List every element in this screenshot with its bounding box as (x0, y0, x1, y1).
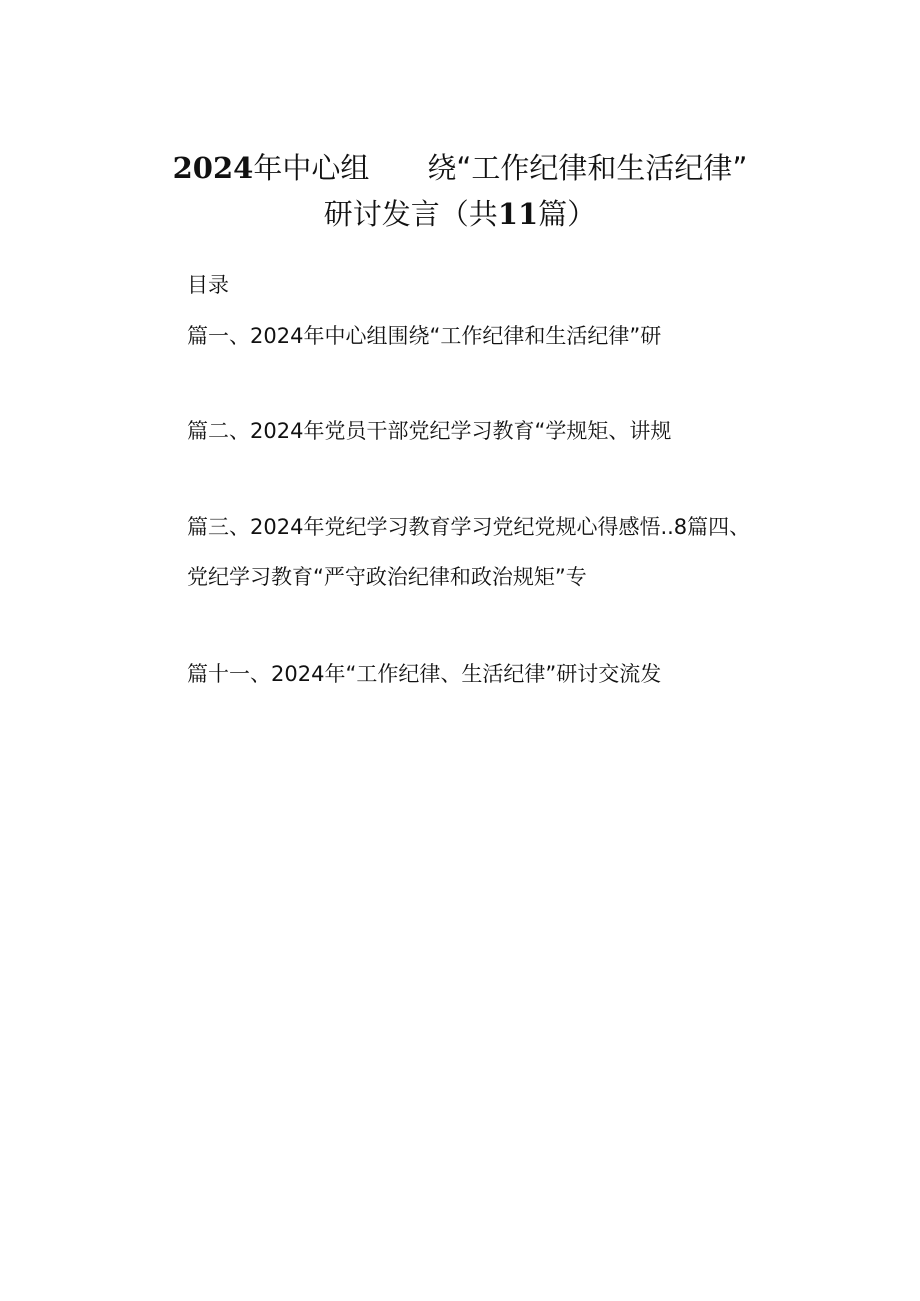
document-title-line-1 (0, 150, 920, 186)
title-text-a: 年中心组 (253, 151, 370, 185)
toc-entry[interactable]: 党纪学习教育“严守政治纪律和政治规矩”专 (187, 565, 587, 589)
document-title-line-2 (0, 196, 920, 232)
title-count: 11 (497, 197, 539, 231)
toc-entry[interactable]: 篇三、2024年党纪学习教育学习党纪党规心得感悟..8篇四、 (187, 515, 751, 539)
toc-entry[interactable]: 篇二、2024年党员干部党纪学习教育“学规矩、讲规 (187, 419, 672, 443)
title-text-b: 绕“工作纪律和生活纪律” (427, 151, 748, 185)
toc-entry[interactable]: 篇十一、2024年“工作纪律、生活纪律”研讨交流发 (187, 662, 662, 686)
toc-heading: 目录 (187, 273, 229, 297)
title-subtext-a: 研讨发言（共 (323, 197, 498, 231)
title-year: 2024 (172, 151, 254, 185)
toc-entry[interactable]: 篇一、2024年中心组围绕“工作纪律和生活纪律”研 (187, 324, 662, 348)
title-subtext-b: 篇） (538, 197, 597, 231)
